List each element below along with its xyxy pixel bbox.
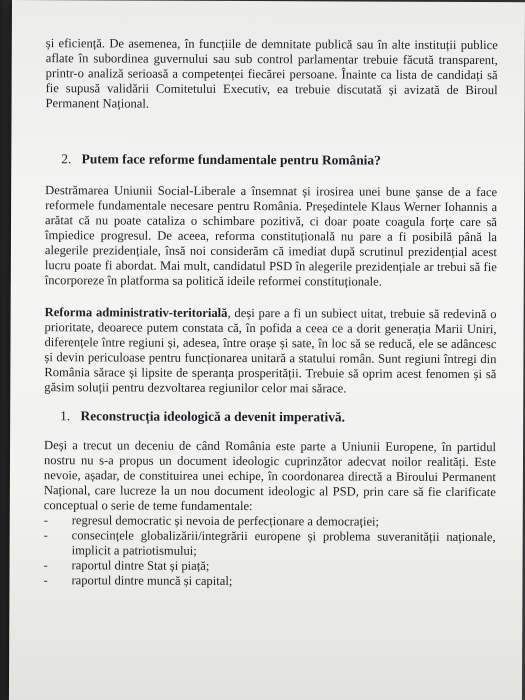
paragraph-administrative-reform bbox=[44, 305, 496, 397]
section-title: Reconstrucția ideologică a devenit imperativă. bbox=[80, 408, 345, 425]
dash-marker: - bbox=[43, 558, 48, 573]
paragraph-text: , deși pare a fi un subiect uitat, trebuie să redevină o prioritate, deoarece putem constata că, în pofida a ceea ce a dorit generația Marii Uniri, diferențele între regiuni și, adesea, între orașe și sate, în loc să se reducă, ele se adâncesc și devin periculoase pentru funcționarea unitară a statului român. Sunt regiuni întregi din România sărace și lipsite de speranța prosperității. Trebuie să oprim acest fenomen și să găsim soluții pentru dezvoltarea regiunilor celor mai sărace. bbox=[44, 305, 497, 396]
section-heading-ideology bbox=[60, 408, 496, 425]
list-item-text: raportul dintre muncă și capital; bbox=[71, 573, 233, 588]
list-item-text: consecințele globalizării/integrării europene și problema suveranității naționale, implicit a patriotismului; bbox=[71, 528, 496, 558]
section-number: 1. bbox=[60, 408, 71, 424]
dash-marker: - bbox=[43, 513, 48, 528]
list-item-text: regresul democratic și nevoia de perfecționare a democrației; bbox=[71, 513, 380, 529]
paper-sheet bbox=[9, 0, 525, 700]
dash-marker: - bbox=[43, 573, 48, 588]
paragraph-continuation: și eficiență. De asemenea, în funcțiile de demnitate publică sau în alte instituții publice aflate în subordinea guvernului sau sub control parlamentar trebuie făcută transparent, printr-o analiză serioasă a competenței fiecărei persoane. Înainte ca lista de candidați să fie supusă validării Comitetului Executiv, ea trebuie discutată și avizată de Biroul Permanent Național. bbox=[45, 36, 498, 111]
list-item bbox=[43, 573, 495, 590]
dash-marker: - bbox=[43, 528, 48, 543]
section-heading-reforms bbox=[61, 151, 497, 168]
list-item-text: raportul dintre Stat și piață; bbox=[71, 558, 210, 573]
section-number: 2. bbox=[61, 151, 72, 167]
document-body bbox=[43, 36, 497, 590]
list-item bbox=[44, 528, 496, 560]
paragraph-ideology: Deși a trecut un deceniu de când România este parte a Uniunii Europene, în partidul nostru nu s-a propus un document ideologic cuprinzător adecvat noilor realități. Este nevoie, așadar, de constituirea unei echipe, în coordonarea directă a Biroului Permanent Național, care lucreze la un nou document ideologic al PSD, prin care să fie clarificate conceptual o serie de teme fundamentale: bbox=[43, 438, 497, 514]
bold-lead-phrase: Reforma administrativ-teritorială bbox=[44, 305, 228, 320]
section-title: Putem face reforme fundamentale pentru România? bbox=[81, 151, 381, 168]
paragraph-usl: Destrămarea Uniunii Social-Liberale a însemnat și irosirea unei bune șanse de a face reformele fundamentale necesare pentru România. Președintele Klaus Werner Iohannis a arătat că nu poate cataliza o schimbare pozitivă, ci doar poate coagula forțe care să împiedice progresul. De aceea, reforma constituțională nu pare a fi posibilă până la alegerile prezidențiale, însă noi considerăm că imediat după scrutinul prezidențial acest lucru poate fi abordat. Mai mult, candidatul PSD în alegerile prezidențiale ar trebui să fie încorporeze în platforma sa politică ideile reformei constituționale. bbox=[44, 183, 498, 289]
themes-list bbox=[43, 513, 495, 590]
